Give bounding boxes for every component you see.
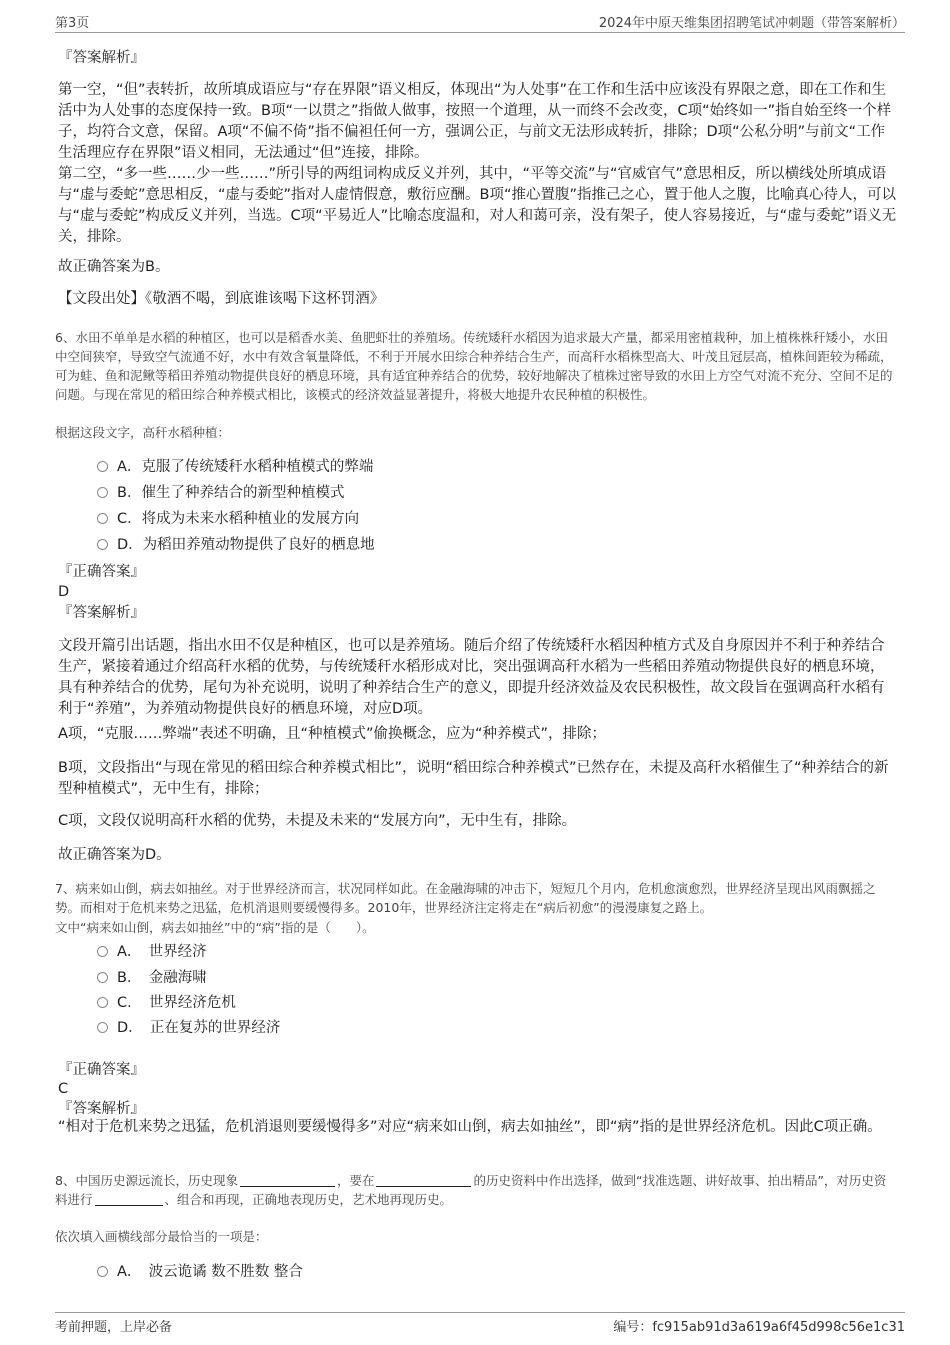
q5-analysis-para2: 第二空，“多一些……少一些……”所引导的两组词构成反义并列，其中，“平等交流”与“官威官气”意思相反，所以横线处所填成语与“虚与委蛇”意思相反，“虚与委蛇”指对人虚情假意，敷衍应酬。B项“推心置腹”指推己之心，置于他人之腹，比喻真心待人，可以与“虚与委蛇”构成反义并列，当选。C项“平易近人”比喻态度温和，对人和蔼可亲，没有架子，使人容易接近，与“虚与委蛇”语义无关，排除。 <box>58 166 897 245</box>
radio-icon[interactable] <box>97 487 108 498</box>
q8-stem-part4: 、组合和再现，正确地表现历史，艺术地再现历史。 <box>164 1192 453 1207</box>
option-label: C． 世界经济危机 <box>117 995 236 1011</box>
option-label: B． 金融海啸 <box>117 970 207 986</box>
q6-analysis-label: 『答案解析』 <box>58 605 145 621</box>
q6-option-c[interactable] <box>97 509 359 529</box>
option-label: C．将成为未来水稻种植业的发展方向 <box>117 511 360 527</box>
q8-stem-part3: 的历史资料中作出选择，做到“找准选题、讲好故事、拍出精品”，对历史资料进行 <box>55 1173 887 1207</box>
q6-stem: 6、水田不单单是水稻的种植区，也可以是稻香水美、鱼肥虾壮的养殖场。传统矮秆水稻因为追求最大产量，都采用密植栽种，加上植株株秆矮小，水田中空间狭窄，导致空气流通不好，水中有效含氧量降低，不利于开展水田综合种养结合生产，而高秆水稻株型高大、叶茂且冠层高，植株间距较为稀疏，可为蛙、鱼和泥鳅等稻田养殖动物提供良好的栖息环境，具有适宜种养结合的优势，较好地解决了植株过密导致的水田上方空气对流不充分、空间不足的问题。与现在常见的稻田综合种养模式相比，该模式的经济效益显著提升，将极大地提升农民种植的积极性。 <box>55 330 893 402</box>
q6-answer-label: 『正确答案』 <box>58 564 145 580</box>
radio-icon[interactable] <box>97 1022 108 1033</box>
radio-icon[interactable] <box>97 513 108 524</box>
q6-analysis-4: C项，文段仅说明高秆水稻的优势，未提及未来的“发展方向”，无中生有，排除。 <box>58 813 577 829</box>
q5-analysis-label: 『答案解析』 <box>58 50 145 66</box>
q7-stem: 7、病来如山倒，病去如抽丝。对于世界经济而言，状况同样如此。在金融海啸的冲击下，短短几个月内，危机愈演愈烈，世界经济呈现出风雨飘摇之势。而相对于危机来势之迅猛，危机消退则要缓慢得多。2010年，世界经济注定将走在“病后初愈”的漫漫康复之路上。 <box>55 881 876 915</box>
radio-icon[interactable] <box>97 1266 108 1277</box>
q6-option-d[interactable] <box>97 535 375 555</box>
q8-question: 依次填入画横线部分最恰当的一项是： <box>55 1229 268 1244</box>
q7-option-a[interactable] <box>97 942 207 962</box>
q5-analysis-para1: 第一空，“但”表转折，故所填成语应与“存在界限”语义相反，体现出“为人处事”在工作和生活中应该没有界限之意，即在工作和生活中为人处事的态度保持一致。B项“一以贯之”指做人做事，按照一个道理，从一而终不会改变，C项“始终如一”指自始至终一个样子，均符合文意，保留。A项“不偏不倚”指不偏袒任何一方，强调公正，与前文无法形成转折，排除；D项“公私分明”与前文“工作生活理应存在界限”语义相同，无法通过“但”连接，排除。 <box>58 82 892 161</box>
page-footer <box>55 1312 905 1338</box>
document-title: 2024年中原天维集团招聘笔试冲刺题（带答案解析） <box>598 16 905 31</box>
fill-blank-3[interactable] <box>95 1192 163 1206</box>
q7-analysis: “相对于危机来势之迅猛，危机消退则要缓慢得多”对应“病来如山倒，病去如抽丝”，即“病”指的是世界经济危机。因此C项正确。 <box>58 1119 882 1135</box>
q8-option-a[interactable] <box>97 1262 303 1282</box>
q7-answer: C <box>58 1081 69 1097</box>
q7-analysis-label: 『答案解析』 <box>58 1101 145 1117</box>
radio-icon[interactable] <box>97 972 108 983</box>
q6-answer: D <box>58 584 70 600</box>
option-label: A． 波云诡谲 数不胜数 整合 <box>117 1264 303 1280</box>
q7-option-c[interactable] <box>97 993 236 1013</box>
radio-icon[interactable] <box>97 461 108 472</box>
q6-analysis-3: B项，文段指出“与现在常见的稻田综合种养模式相比”，说明“稻田综合种养模式”已然存在，未提及高秆水稻催生了“种养结合的新型种植模式”，无中生有，排除； <box>58 760 889 797</box>
q6-analysis-1: 文段开篇引出话题，指出水田不仅是种植区，也可以是养殖场。随后介绍了传统矮秆水稻因种植方式及自身原因并不利于种养结合生产，紧接着通过介绍高秆水稻的优势，与传统矮秆水稻形成对比，突出强调高秆水稻为一些稻田养殖动物提供良好的栖息环境，具有种养结合的优势，尾句为补充说明，说明了种养结合生产的意义，即提升经济效益及农民积极性，故文段旨在强调高秆水稻有利于“养殖”，为养殖动物提供良好的栖息环境，对应D项。 <box>58 638 885 717</box>
q8-stem <box>55 1171 895 1209</box>
option-label: B．催生了种养结合的新型种植模式 <box>117 485 345 501</box>
document-code: 编号：fc915ab91d3a619a6f45d998c56e1c31 <box>613 1320 905 1335</box>
page-header <box>55 12 905 33</box>
q8-stem-part2: ，要在 <box>336 1173 375 1188</box>
radio-icon[interactable] <box>97 997 108 1008</box>
q6-conclusion: 故正确答案为D。 <box>58 847 171 863</box>
q6-option-b[interactable] <box>97 483 344 503</box>
page-number: 第3页 <box>55 16 90 31</box>
q6-question: 根据这段文字，高秆水稻种植： <box>55 425 231 440</box>
q5-conclusion: 故正确答案为B。 <box>58 259 170 275</box>
q7-question: 文中“病来如山倒，病去如抽丝”中的“病”指的是（ ）。 <box>55 920 375 935</box>
radio-icon[interactable] <box>97 946 108 957</box>
q7-answer-label: 『正确答案』 <box>58 1062 145 1078</box>
radio-icon[interactable] <box>97 539 108 550</box>
option-label: A． 世界经济 <box>117 944 207 960</box>
option-label: A．克服了传统矮秆水稻种植模式的弊端 <box>117 459 374 475</box>
q6-analysis-2: A项，“克服……弊端”表述不明确，且“种植模式”偷换概念，应为“种养模式”，排除； <box>58 726 606 742</box>
q6-option-a[interactable] <box>97 457 373 477</box>
footer-slogan: 考前押题，上岸必备 <box>55 1320 173 1335</box>
q5-source: 【文段出处】《敬酒不喝，到底谁该喝下这杯罚酒》 <box>58 291 385 307</box>
option-label: D． 正在复苏的世界经济 <box>117 1020 281 1036</box>
q8-stem-part1: 8、中国历史源远流长，历史现象 <box>55 1173 238 1188</box>
fill-blank-1[interactable] <box>240 1173 335 1187</box>
option-label: D．为稻田养殖动物提供了良好的栖息地 <box>117 537 375 553</box>
fill-blank-2[interactable] <box>376 1173 471 1187</box>
q7-option-b[interactable] <box>97 968 207 988</box>
q7-option-d[interactable] <box>97 1018 280 1038</box>
